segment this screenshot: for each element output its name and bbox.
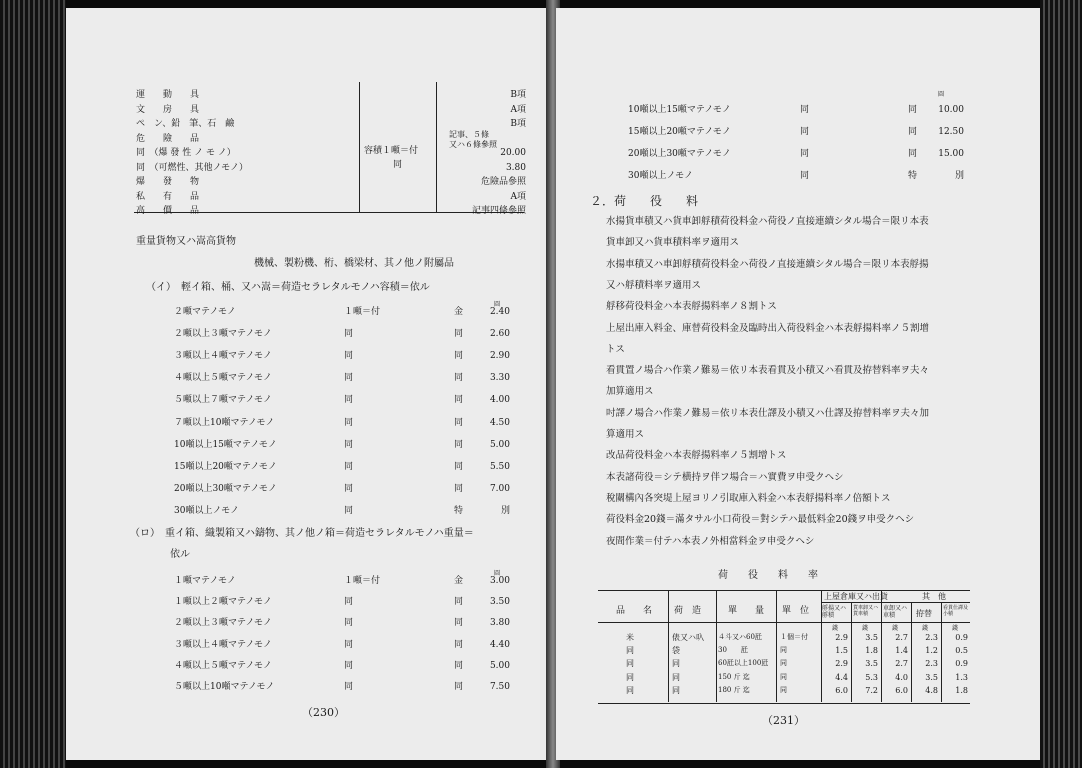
top-table-mid: 容積１噸＝付	[364, 146, 419, 156]
rate-unit: 同	[344, 618, 354, 629]
table-cell-value: 1.2	[925, 646, 938, 656]
rate-currency: 同	[454, 329, 464, 340]
rate-currency: 同	[454, 660, 464, 671]
table-cell-weight: 150 斤 迄	[718, 672, 750, 681]
rate-value: 3.00	[489, 576, 510, 586]
book-edge-left	[0, 0, 66, 768]
rate-label: ２噸以上３噸マテノモノ	[174, 329, 272, 340]
rate-label: ２噸マテノモノ	[174, 307, 236, 317]
rate-unit: 同	[344, 682, 354, 692]
rate-value: 2.60	[489, 329, 510, 340]
paragraph-line: 看貫置ノ場合ハ作業ノ難易＝依リ本表看貫及小積又ハ看貫及拵替料率ヲ夫々	[606, 365, 930, 377]
unit-mark: 錢	[832, 625, 839, 632]
table-cell-weight: ４斗又ハ60瓩	[718, 633, 762, 641]
table-cell-pack: 袋	[672, 646, 680, 656]
table-cell-value: 1.4	[895, 646, 908, 656]
rate-currency: 同	[454, 417, 464, 428]
table-title: 荷 役 料 率	[718, 570, 818, 581]
rate-label: ３噸以上４噸マテノモノ	[174, 351, 272, 362]
rate-label: ２噸以上３噸マテノモノ	[174, 618, 272, 629]
table-cell-unit: 同	[780, 646, 787, 655]
rate-unit: 同	[344, 660, 354, 671]
rate-label: ３噸以上４噸マテノモノ	[174, 639, 272, 650]
top-table-item: 高 價 品	[136, 206, 200, 216]
page-number-right: （231）	[762, 714, 805, 727]
rate-unit: 同	[344, 395, 354, 406]
top-table-note: 3.80	[505, 162, 526, 173]
top-table-mid2: 同	[393, 160, 403, 170]
rate-label: ４噸以上５噸マテノモノ	[174, 373, 272, 384]
top-table-item: 爆 發 物	[136, 177, 200, 187]
left-page	[66, 8, 550, 760]
table-cell-value: 2.9	[835, 659, 848, 669]
table-cell-value: 6.0	[895, 685, 908, 695]
rate-unit: 同	[344, 597, 354, 608]
rate-label: 15噸以上20噸マテノモノ	[174, 461, 277, 472]
top-table-note: B項	[510, 119, 526, 129]
rate-label: ５噸以上７噸マテノモノ	[174, 395, 272, 406]
rate-value: 7.50	[489, 682, 510, 692]
rate-value: 2.90	[489, 351, 510, 362]
table-cell-value: 1.8	[955, 685, 968, 695]
rate-currency: 金	[454, 307, 464, 317]
rate-unit: 同	[344, 483, 354, 494]
table-cell-value: 2.3	[925, 659, 938, 669]
top-table-item: 同 （爆 發 性 ノ モ ノ）	[136, 148, 236, 158]
paragraph-line: 荷役料金20錢＝滿タサル小口荷役＝對シテハ最低料金20錢ヲ申受クヘシ	[606, 514, 915, 526]
rate-currency: 同	[908, 127, 918, 137]
rate-value: 4.50	[489, 417, 510, 428]
table-cell-unit: 同	[780, 672, 787, 681]
top-table-note: B項	[510, 90, 526, 100]
th-sub4: 拵替	[916, 609, 932, 618]
rate-label: 20噸以上30噸マテノモノ	[628, 149, 731, 159]
rate-value: 4.00	[489, 395, 510, 406]
table-cell-pack: 同	[672, 672, 680, 682]
rate-label: ４噸以上５噸マテノモノ	[174, 660, 272, 671]
rate-unit: 同	[344, 329, 354, 340]
table-cell-value: 0.5	[955, 646, 968, 656]
table-cell-weight: 180 斤 迄	[718, 685, 750, 694]
th-weight: 單 量	[728, 606, 765, 616]
rate-value: 5.50	[489, 461, 510, 472]
th-group2: 其 他	[922, 592, 946, 601]
table-cell-value: 2.3	[925, 633, 938, 642]
rate-currency: 同	[908, 105, 918, 115]
rate-unit: 同	[344, 373, 354, 384]
book-edge-right	[1040, 0, 1082, 768]
rate-label: １噸以上２噸マテノモノ	[174, 597, 272, 608]
paragraph-line: 上屋出庫入料金、庫替荷役料金及臨時出入荷役料金ハ本表艀揚料率ノ５割增	[606, 322, 930, 334]
paragraph-line: 算適用ス	[606, 429, 645, 440]
top-table-item: 文 房 具	[136, 104, 200, 115]
paragraph-line: 夜間作業＝付テハ本表ノ外相當料金ヲ申受クヘシ	[606, 535, 815, 547]
rate-currency: 同	[454, 395, 464, 406]
rate-value: 3.50	[489, 597, 510, 608]
unit-mark: 錢	[892, 625, 899, 632]
top-table-item: ペ ン、鉛 筆、石 鹼	[136, 119, 235, 129]
rate-label: 10噸以上15噸マテノモノ	[628, 105, 731, 115]
unit-mark: 錢	[922, 625, 929, 632]
rate-currency: 特	[908, 171, 918, 181]
table-cell-item: 同	[626, 672, 634, 682]
rate-value: 4.40	[489, 639, 510, 650]
top-table-item: 私 有 品	[136, 191, 200, 202]
rate-label: 10噸以上15噸マテノモノ	[174, 439, 277, 450]
th-sub3: 車卸又ハ車積	[883, 605, 908, 619]
table-cell-value: 1.8	[865, 646, 878, 656]
rate-unit: 同	[800, 105, 810, 115]
table-cell-weight: 60瓩以上100瓩	[718, 659, 769, 668]
paragraph-line: 本表諸荷役＝シテ横持ヲ伴フ場合＝ハ實費ヲ申受クヘシ	[606, 471, 844, 483]
yen-i: 圓	[494, 301, 501, 308]
table-cell-value: 6.0	[835, 685, 848, 695]
section-title: ２．荷 役 料	[590, 194, 699, 208]
rate-label: 30噸以上ノモノ	[628, 171, 694, 181]
top-table-item: 同 （可燃性、其他ノモノ）	[136, 162, 249, 173]
top-table-note: 危險品參照	[480, 177, 526, 187]
top-table-item: 運 動 具	[136, 90, 200, 100]
th-unit: 單 位	[782, 606, 810, 616]
rate-currency: 同	[454, 483, 464, 494]
rate-currency: 金	[454, 576, 464, 586]
subheading: 機械、製粉機、桁、橋梁材、其ノ他ノ附屬品	[254, 258, 454, 269]
table-cell-item: 米	[626, 633, 634, 642]
rate-label: 30噸以上ノモノ	[174, 505, 240, 516]
table-cell-value: 3.5	[865, 659, 878, 669]
top-table-note: A項	[510, 191, 526, 202]
paragraph-line: 水揚車積又ハ車卸艀積荷役料金ハ荷役ノ直接連續シタル場合＝限リ本表艀揚	[606, 258, 929, 270]
paragraph-line: 加算適用ス	[606, 386, 654, 398]
rate-unit: 同	[800, 171, 810, 181]
rate-value: 15.00	[938, 149, 964, 159]
paragraph-line: 貨車卸又ハ貨車積料率ヲ適用ス	[606, 237, 740, 249]
rate-currency: 同	[454, 618, 464, 629]
page-number: （230）	[302, 706, 345, 719]
table-cell-item: 同	[626, 685, 634, 695]
rate-value: 5.00	[489, 660, 510, 671]
top-table-remark: 記事、５條 又ハ６條參照	[449, 130, 497, 149]
rate-label: 20噸以上30噸マテノモノ	[174, 483, 277, 494]
section-ro-2: 依ル	[170, 549, 190, 560]
unit-mark: 錢	[952, 625, 959, 632]
rate-value: 2.40	[489, 307, 510, 317]
rate-value: 別	[500, 505, 510, 516]
table-cell-value: 4.4	[835, 672, 848, 682]
rate-value: 別	[954, 171, 964, 181]
paragraph-line: 又ハ艀積料率ヲ適用ス	[606, 279, 702, 291]
top-table-item: 危 險 品	[136, 133, 200, 144]
rate-value: 12.50	[938, 127, 964, 137]
table-cell-unit: １個＝付	[780, 633, 808, 641]
paragraph-line: 吋譯ノ場合ハ作業ノ難易＝依リ本表仕譯及小積又ハ仕譯及拵替料率ヲ夫々加	[606, 407, 930, 419]
rate-value: 10.00	[938, 105, 964, 115]
rate-currency: 同	[454, 461, 464, 472]
th-sub2: 貨車卸又ハ貨車積	[853, 605, 879, 617]
top-table-note: A項	[510, 104, 526, 115]
rate-currency: 同	[454, 439, 464, 450]
table-cell-value: 5.3	[865, 672, 878, 682]
rate-currency: 同	[454, 597, 464, 608]
rate-unit: 同	[344, 505, 354, 516]
table-cell-weight: 30 瓩	[718, 646, 748, 655]
section-ro-1: （ロ） 重イ箱、織製箱又ハ鑄物、其ノ他ノ箱＝荷造セラレタルモノハ重量＝	[130, 528, 474, 539]
rate-unit: １噸＝付	[344, 576, 381, 586]
table-cell-value: 4.0	[895, 672, 908, 682]
right-page	[556, 8, 1040, 760]
table-cell-pack: 同	[672, 685, 680, 695]
yen-ro: 圓	[494, 570, 501, 577]
rate-unit: 同	[344, 351, 354, 362]
rate-value: 5.00	[489, 439, 510, 450]
rate-value: 7.00	[489, 483, 510, 494]
rate-currency: 同	[454, 351, 464, 362]
rate-unit: 同	[344, 639, 354, 650]
paragraph-line: 改品荷役料金ハ本表艀揚料率ノ５割增トス	[606, 450, 787, 462]
rate-label: ７噸以上10噸マテノモノ	[174, 417, 275, 428]
th-sub1: 艀揚又ハ艀積	[822, 605, 847, 619]
rate-unit: 同	[800, 149, 810, 159]
table-cell-value: 1.5	[835, 646, 848, 656]
table-cell-value: 2.7	[895, 659, 908, 669]
table-cell-value: 4.8	[925, 685, 938, 695]
rate-unit: １噸＝付	[344, 307, 381, 317]
table-cell-item: 同	[626, 659, 634, 669]
rate-label: １噸マテノモノ	[174, 576, 236, 586]
rate-currency: 同	[454, 373, 464, 384]
section-i: （イ） 輕イ箱、桶、又ハ嵩＝荷造セラレタルモノハ容積＝依ル	[146, 282, 430, 293]
table-cell-value: 0.9	[955, 659, 968, 669]
rate-unit: 同	[344, 417, 354, 428]
table-cell-value: 0.9	[955, 633, 968, 642]
rate-currency: 特	[454, 505, 464, 516]
th-sub5: 看貫仕譯及小積	[943, 605, 969, 617]
table-cell-pack: 同	[672, 659, 680, 669]
th-group1: 上屋倉庫又ハ出貨	[824, 592, 888, 601]
th-pack: 荷 造	[674, 606, 702, 616]
table-cell-value: 3.5	[925, 672, 938, 682]
table-cell-value: 7.2	[865, 685, 878, 695]
rate-currency: 同	[908, 149, 918, 159]
rate-label: 15噸以上20噸マテノモノ	[628, 127, 731, 137]
paragraph-line: トス	[606, 343, 625, 355]
table-cell-value: 2.9	[835, 633, 848, 642]
paragraph-line: 水揚貨車積又ハ貨車卸艀積荷役料金ハ荷役ノ直接連續シタル場合＝限リ本表	[606, 216, 929, 227]
table-cell-unit: 同	[780, 685, 787, 694]
paragraph-line: 稅關構內各突堤上屋ヨリノ引取庫入料金ハ本表艀揚料率ノ倍額トス	[606, 492, 891, 504]
paragraph-line: 艀移荷役料金ハ本表艀揚料率ノ８割トス	[606, 301, 777, 313]
top-table-note: 20.00	[500, 148, 526, 158]
table-cell-value: 2.7	[895, 633, 908, 642]
table-cell-unit: 同	[780, 659, 787, 668]
unit-mark: 錢	[862, 625, 869, 632]
yen-right: 圓	[938, 91, 945, 98]
th-item: 品 名	[616, 606, 653, 616]
rate-currency: 同	[454, 639, 464, 650]
rate-currency: 同	[454, 682, 464, 692]
heading: 重量貨物又ハ嵩高貨物	[136, 236, 236, 247]
table-cell-value: 1.3	[955, 672, 968, 682]
rate-value: 3.30	[489, 373, 510, 384]
rate-unit: 同	[344, 439, 354, 450]
rate-label: ５噸以上10噸マテノモノ	[174, 682, 275, 692]
table-cell-value: 3.5	[865, 633, 878, 642]
rate-unit: 同	[344, 461, 354, 472]
table-cell-pack: 俵又ハ叺	[672, 633, 704, 642]
table-cell-item: 同	[626, 646, 634, 656]
rate-value: 3.80	[489, 618, 510, 629]
rate-unit: 同	[800, 127, 810, 137]
top-table-note: 記事四條參照	[471, 206, 526, 216]
